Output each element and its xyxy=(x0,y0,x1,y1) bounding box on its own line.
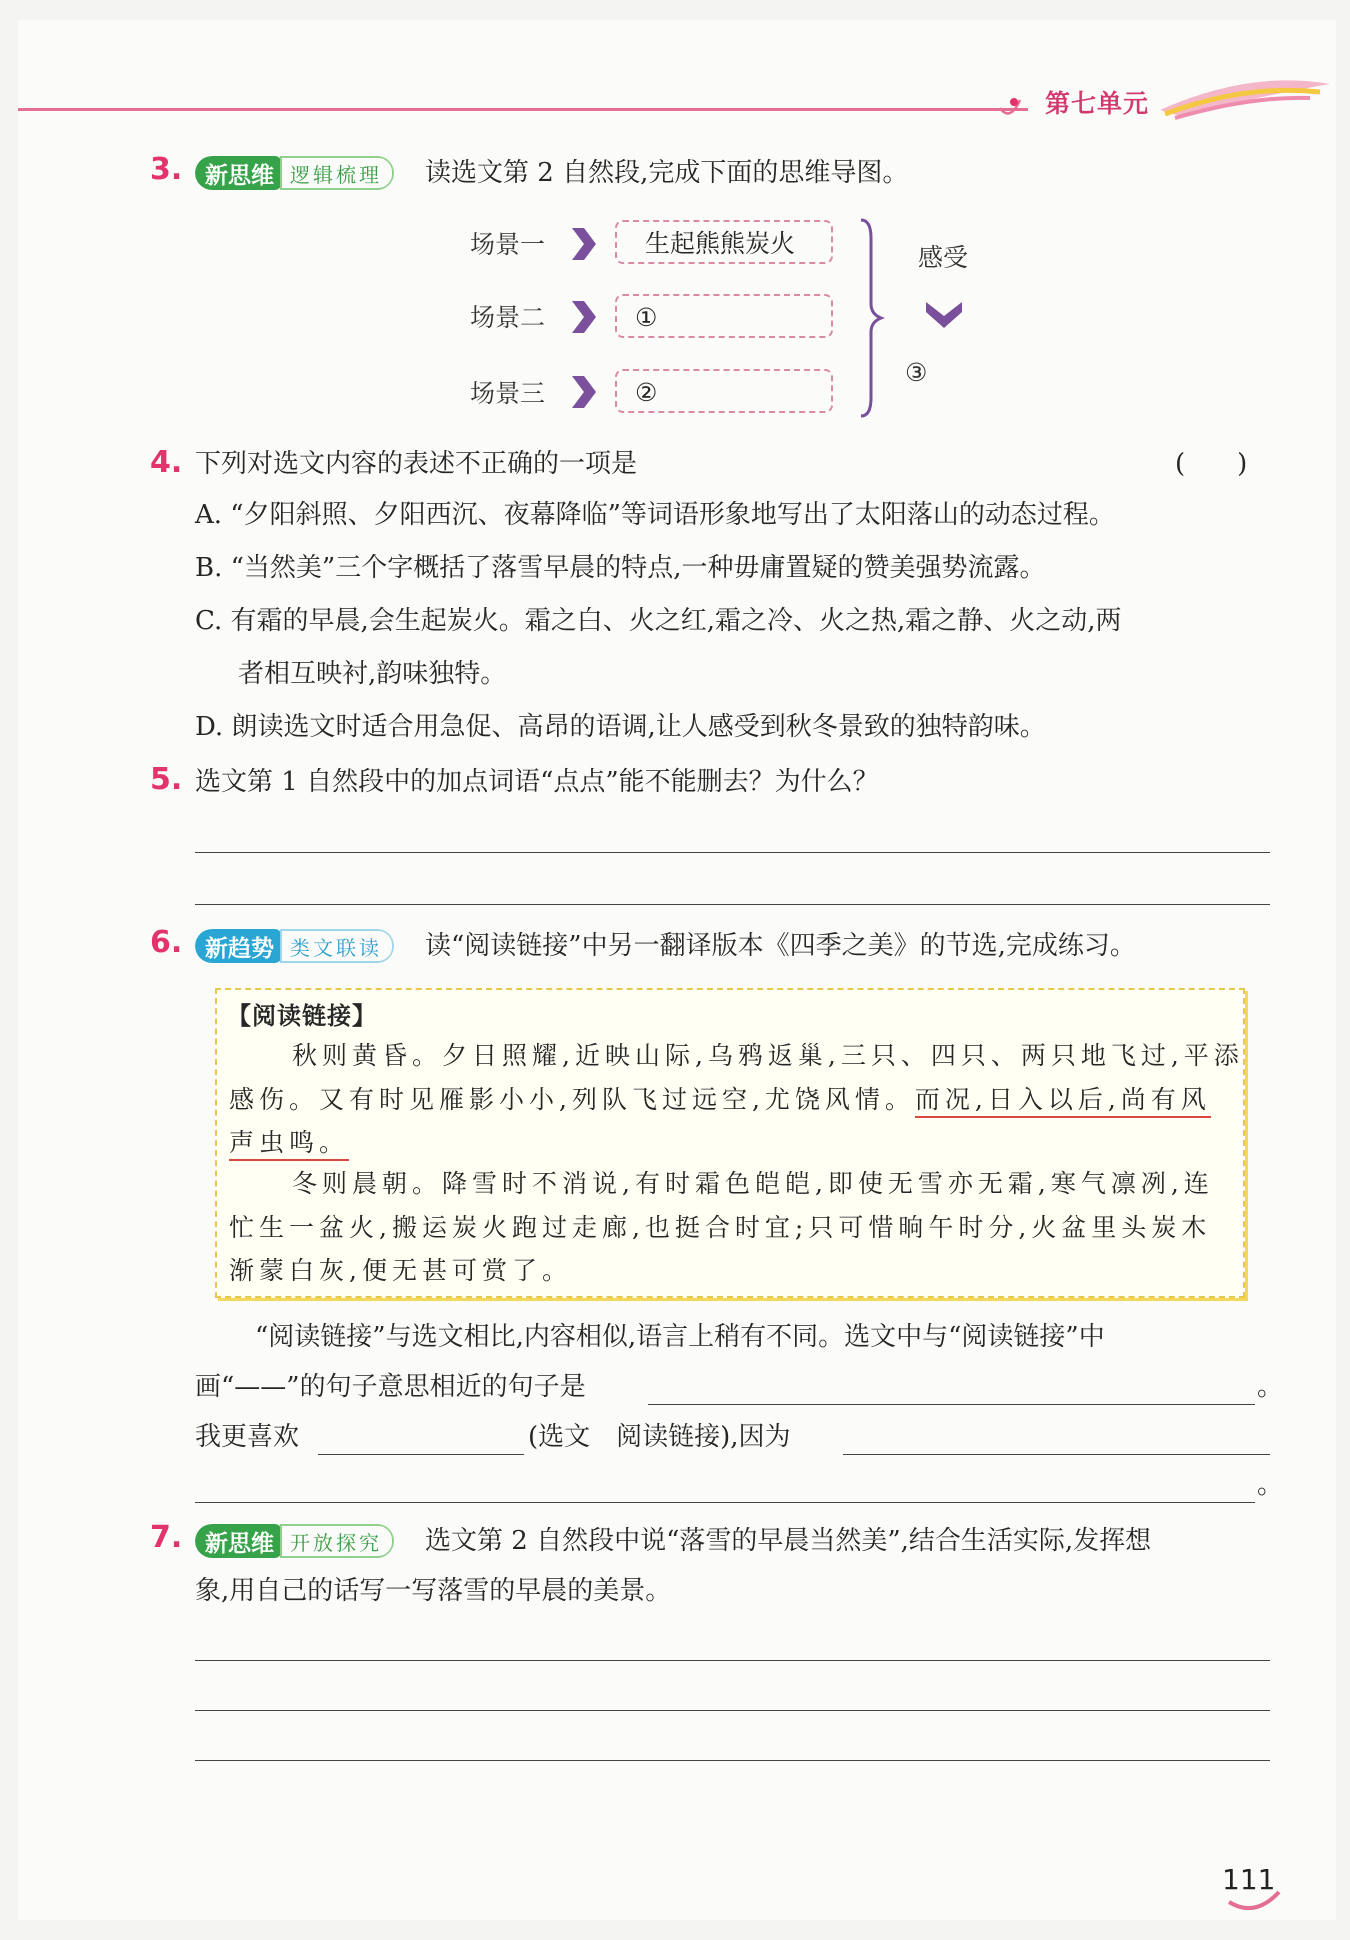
unit-title: 第七单元 xyxy=(1045,89,1150,118)
tag-main: 新思维 xyxy=(195,1524,282,1558)
answer-line[interactable] xyxy=(195,904,1270,905)
tag-sub: 逻辑梳理 xyxy=(280,156,394,190)
question-number: 5. xyxy=(150,762,183,797)
scene-label: 场景二 xyxy=(470,303,546,332)
arrow-right-icon xyxy=(568,224,600,264)
category-tag xyxy=(195,929,394,963)
arrow-right-icon xyxy=(568,297,600,337)
question-text: 下列对选文内容的表述不正确的一项是 xyxy=(195,449,638,479)
category-tag xyxy=(195,156,394,190)
question-number: 6. xyxy=(150,925,183,960)
passage-line xyxy=(229,1082,1211,1118)
scene-box: 生起熊熊炭火 xyxy=(615,220,833,264)
tag-sub: 类文联读 xyxy=(280,929,394,963)
underlined-sentence: 而况,日入以后,尚有风 xyxy=(915,1085,1211,1118)
question-number: 4. xyxy=(150,445,183,480)
answer-line[interactable] xyxy=(195,1710,1270,1711)
passage-line: 渐蒙白灰,便无甚可赏了。 xyxy=(229,1256,572,1285)
period: 。 xyxy=(1257,1470,1284,1500)
right-brace xyxy=(855,218,885,418)
q6-prompt: “阅读链接”与选文相比,内容相似,语言上稍有不同。选文中与“阅读链接”中 xyxy=(255,1322,1105,1352)
tag-main: 新趋势 xyxy=(195,929,282,963)
question-number: 3. xyxy=(150,152,183,187)
header-rule xyxy=(18,108,1028,111)
arrow-right-icon xyxy=(568,372,600,412)
category-tag xyxy=(195,1524,394,1558)
period: 。 xyxy=(1257,1372,1284,1402)
option-c: C. 有霜的早晨,会生起炭火。霜之白、火之红,霜之冷、火之热,霜之静、火之动,两 xyxy=(195,606,1122,636)
passage-line: 冬则晨朝。降雪时不消说,有时霜色皑皑,即使无雪亦无霜,寒气凛冽,连 xyxy=(292,1169,1214,1198)
page-swoosh-decoration xyxy=(1225,1888,1285,1918)
question-text: 读选文第 2 自然段,完成下面的思维导图。 xyxy=(425,158,909,188)
passage-line xyxy=(229,1125,349,1161)
answer-line[interactable] xyxy=(648,1404,1255,1405)
underlined-sentence: 声虫鸣。 xyxy=(229,1128,349,1161)
option-b: B. “当然美”三个字概括了落雪早晨的特点,一种毋庸置疑的赞美强势流露。 xyxy=(195,553,1046,583)
answer-line[interactable] xyxy=(318,1454,524,1455)
prefer-choice: (选文 阅读链接),因为 xyxy=(528,1422,791,1452)
question-text: 读“阅读链接”中另一翻译版本《四季之美》的节选,完成练习。 xyxy=(425,931,1136,961)
option-c-cont: 者相互映衬,韵味独特。 xyxy=(238,659,507,689)
answer-line[interactable] xyxy=(195,852,1270,853)
passage-text: 感伤。又有时见雁影小小,列队飞过远空,尤饶风情。 xyxy=(229,1085,915,1114)
question-text: 象,用自己的话写一写落雪的早晨的美景。 xyxy=(195,1576,672,1606)
q6-prompt: 画“——”的句子意思相近的句子是 xyxy=(195,1372,586,1402)
passage-line: 忙生一盆火,搬运炭火跑过走廊,也挺合时宜;只可惜晌午时分,火盆里头炭木 xyxy=(229,1213,1212,1242)
answer-paren[interactable]: ( ) xyxy=(1175,449,1248,479)
tag-sub: 开放探究 xyxy=(280,1524,394,1558)
option-a: A. “夕阳斜照、夕阳西沉、夜幕降临”等词语形象地写出了太阳落山的动态过程。 xyxy=(195,500,1115,530)
answer-line[interactable] xyxy=(195,1760,1270,1761)
answer-line[interactable] xyxy=(843,1454,1270,1455)
header-swoosh-decoration xyxy=(990,70,1335,130)
answer-blank-2[interactable]: ② xyxy=(615,369,833,413)
question-text: 选文第 1 自然段中的加点词语“点点”能不能删去？为什么？ xyxy=(195,767,879,797)
option-d: D. 朗读选文时适合用急促、高昂的语调,让人感受到秋冬景致的独特韵味。 xyxy=(195,712,1046,742)
scene-label: 场景一 xyxy=(470,230,546,259)
answer-blank-1[interactable]: ① xyxy=(615,294,833,338)
feeling-label: 感受 xyxy=(918,243,969,272)
reading-link-title: 【阅读链接】 xyxy=(227,1002,377,1030)
question-text: 选文第 2 自然段中说“落雪的早晨当然美”,结合生活实际,发挥想 xyxy=(425,1526,1152,1556)
tag-main: 新思维 xyxy=(195,156,282,190)
answer-line[interactable] xyxy=(195,1660,1270,1661)
answer-line[interactable] xyxy=(195,1502,1255,1503)
prefer-label: 我更喜欢 xyxy=(195,1422,300,1452)
reading-link-box xyxy=(215,988,1245,1298)
question-number: 7. xyxy=(150,1520,183,1555)
scene-label: 场景三 xyxy=(470,379,546,408)
passage-line: 秋则黄昏。夕日照耀,近映山际,乌鸦返巢,三只、四只、两只地飞过,平添 xyxy=(292,1041,1244,1070)
answer-blank-3[interactable]: ③ xyxy=(905,358,928,387)
page-number: 111 xyxy=(1222,1863,1276,1896)
arrow-down-icon xyxy=(924,296,964,332)
